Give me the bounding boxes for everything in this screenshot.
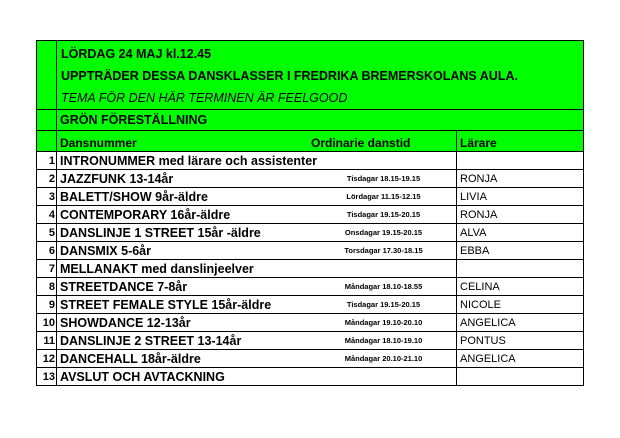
header-body: [57, 41, 584, 109]
column-header-num-cell: [37, 131, 57, 151]
dance-time: Torsdagar 17.30-18.15: [311, 242, 457, 259]
teacher-name: PONTUS: [457, 332, 584, 349]
teacher-name: [457, 152, 584, 169]
dance-number-name: DANSLINJE 2 STREET 13-14år: [60, 333, 242, 348]
dance-time: Onsdagar 19.15-20.15: [311, 224, 457, 241]
table-row: [37, 152, 584, 170]
dance-number-name: CONTEMPORARY 16år-äldre: [60, 207, 231, 222]
teacher-name: RONJA: [457, 170, 584, 187]
table-row: [37, 296, 584, 314]
table-body: [37, 152, 584, 386]
teacher-name: NICOLE: [457, 296, 584, 313]
show-label: GRÖN FÖRESTÄLLNING: [57, 110, 584, 130]
table-row: [37, 242, 584, 260]
table-row: [37, 368, 584, 386]
dance-number-name: MELLANAKT med danslinjeelver: [60, 261, 254, 276]
dance-time: Måndagar 18.10-18.55: [311, 278, 457, 295]
dance-number-name: INTRONUMMER med lärare och assistenter: [60, 153, 318, 168]
event-date: LÖRDAG 24 MAJ kl.12.45: [61, 47, 212, 61]
row-number: 8: [37, 278, 57, 295]
teacher-name: ANGELICA: [457, 314, 584, 331]
table-row: [37, 206, 584, 224]
row-number: 10: [37, 314, 57, 331]
row-number: 11: [37, 332, 57, 349]
table-row: [37, 350, 584, 368]
teacher-name: ALVA: [457, 224, 584, 241]
table-row: [37, 170, 584, 188]
theme-line: TEMA FÖR DEN HÄR TERMINEN ÄR FEELGOOD: [61, 91, 348, 105]
header-num-cell: [37, 41, 57, 109]
dance-number-name: SHOWDANCE 12-13år: [60, 315, 191, 330]
header-block: [37, 41, 584, 110]
dance-time: [311, 260, 457, 277]
dance-number-name: DANCEHALL 18år-äldre: [60, 351, 201, 366]
row-number: 13: [37, 368, 57, 385]
dance-time: Tisdagar 19.15-20.15: [311, 206, 457, 223]
show-label-num-cell: [37, 110, 57, 130]
table-row: [37, 314, 584, 332]
teacher-name: [457, 368, 584, 385]
dance-time: [311, 368, 457, 385]
dance-time: Tisdagar 18.15-19.15: [311, 170, 457, 187]
program-table: [36, 40, 584, 386]
dance-time: Måndagar 19.10-20.10: [311, 314, 457, 331]
table-row: [37, 224, 584, 242]
column-header-teacher: Lärare: [457, 131, 584, 151]
teacher-name: RONJA: [457, 206, 584, 223]
event-description: UPPTRÄDER DESSA DANSKLASSER I FREDRIKA BREMERSKOLANS AULA.: [61, 69, 518, 83]
row-number: 5: [37, 224, 57, 241]
row-number: 2: [37, 170, 57, 187]
dance-time: Måndagar 18.10-19.10: [311, 332, 457, 349]
table-row: [37, 188, 584, 206]
teacher-name: [457, 260, 584, 277]
dance-number-name: JAZZFUNK 13-14år: [60, 171, 174, 186]
table-row: [37, 332, 584, 350]
dance-number-name: BALETT/SHOW 9år-äldre: [60, 189, 208, 204]
row-number: 3: [37, 188, 57, 205]
dance-time: [311, 152, 457, 169]
row-number: 4: [37, 206, 57, 223]
table-row: [37, 278, 584, 296]
teacher-name: CELINA: [457, 278, 584, 295]
dance-number-name: AVSLUT OCH AVTACKNING: [60, 369, 225, 384]
teacher-name: ANGELICA: [457, 350, 584, 367]
row-number: 1: [37, 152, 57, 169]
column-header-row: [37, 131, 584, 152]
table-row: [37, 260, 584, 278]
dance-time: Tisdagar 19.15-20.15: [311, 296, 457, 313]
column-header-name: Dansnummer: [60, 136, 137, 150]
dance-number-name: STREET FEMALE STYLE 15år-äldre: [60, 297, 272, 312]
row-number: 6: [37, 242, 57, 259]
dance-number-name: STREETDANCE 7-8år: [60, 279, 188, 294]
dance-time: Lördagar 11.15-12.15: [311, 188, 457, 205]
dance-number-name: DANSLINJE 1 STREET 15år -äldre: [60, 225, 261, 240]
teacher-name: LIVIA: [457, 188, 584, 205]
show-label-row: [37, 110, 584, 131]
teacher-name: EBBA: [457, 242, 584, 259]
dance-time: Måndagar 20.10-21.10: [311, 350, 457, 367]
dance-number-name: DANSMIX 5-6år: [60, 243, 151, 258]
row-number: 7: [37, 260, 57, 277]
row-number: 12: [37, 350, 57, 367]
row-number: 9: [37, 296, 57, 313]
column-header-time: Ordinarie danstid: [311, 131, 457, 151]
